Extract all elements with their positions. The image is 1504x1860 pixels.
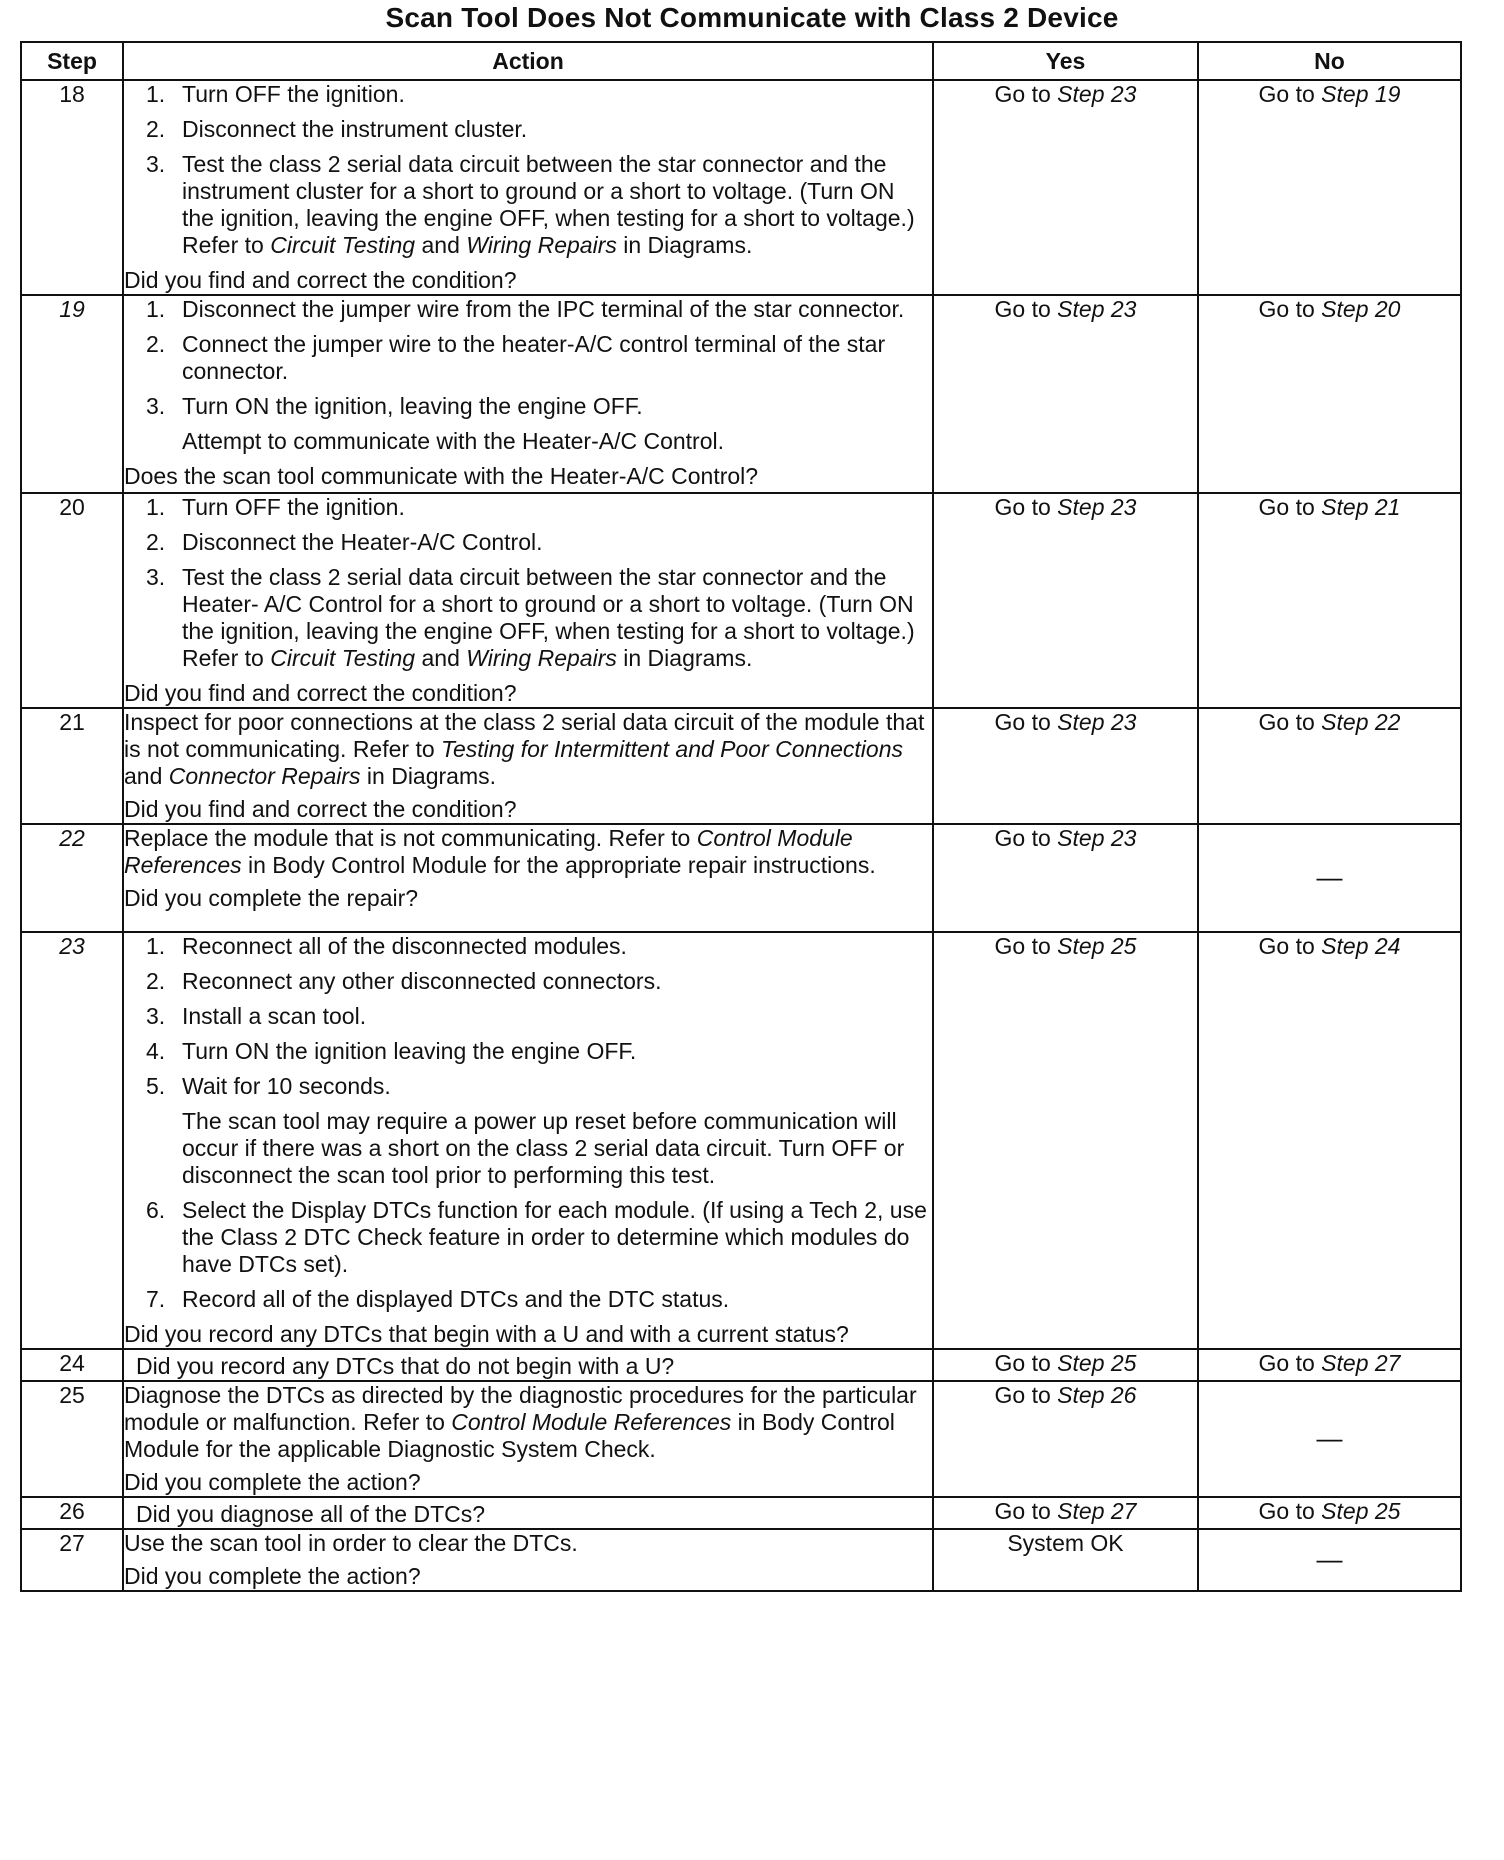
action-step-item <box>124 1038 932 1065</box>
table-row <box>21 295 1461 493</box>
action-steps-list <box>124 1197 932 1313</box>
action-step-text: Disconnect the instrument cluster. <box>182 116 528 142</box>
action-steps-list <box>124 933 932 1100</box>
action-step-item <box>124 494 932 521</box>
action-step-item <box>124 564 932 672</box>
action-step-text: Turn ON the ignition, leaving the engine OFF. <box>182 393 643 419</box>
action-step-text: Turn OFF the ignition. <box>182 494 405 520</box>
action-step-text: Reconnect any other disconnected connectors. <box>182 968 662 994</box>
step-number: 22 <box>21 824 123 932</box>
action-cell <box>123 824 933 932</box>
procedure-table <box>20 41 1462 1592</box>
header-step: Step <box>21 42 123 80</box>
action-step-item <box>124 968 932 995</box>
no-cell: Go to Step 20 <box>1198 295 1461 493</box>
action-text: Replace the module that is not communicating. Refer to Control Module References in Body Control Module for the appropriate repair instructions. <box>124 825 876 878</box>
action-step-text: Turn OFF the ignition. <box>182 81 405 107</box>
action-step-number: 3. <box>146 151 166 177</box>
action-step-number: 2. <box>146 116 166 142</box>
table-row <box>21 824 1461 932</box>
table-row <box>21 1381 1461 1497</box>
no-cell: Go to Step 22 <box>1198 708 1461 824</box>
step-number: 27 <box>21 1529 123 1591</box>
action-question: Did you complete the action? <box>124 1563 421 1589</box>
header-yes: Yes <box>933 42 1198 80</box>
action-step-text: Disconnect the Heater-A/C Control. <box>182 529 543 555</box>
action-question: Did you complete the repair? <box>124 885 419 911</box>
table-row <box>21 80 1461 295</box>
action-step-item <box>124 151 932 259</box>
action-step-number: 5. <box>146 1073 166 1099</box>
action-step-item <box>124 529 932 556</box>
header-action: Action <box>123 42 933 80</box>
action-step-text: Select the Display DTCs function for each module. (If using a Tech 2, use the Class 2 DTC Check feature in order to determine which modules do have DTCs set). <box>182 1197 927 1277</box>
action-step-number: 1. <box>146 933 166 959</box>
action-step-text: Connect the jumper wire to the heater-A/C control terminal of the star connector. <box>182 331 886 384</box>
action-question: Did you find and correct the condition? <box>124 267 517 293</box>
action-step-text: Wait for 10 seconds. <box>182 1073 391 1099</box>
action-question: Did you record any DTCs that begin with a U and with a current status? <box>124 1321 849 1347</box>
action-text: Use the scan tool in order to clear the DTCs. <box>124 1530 578 1556</box>
yes-cell: Go to Step 27 <box>933 1497 1198 1529</box>
action-step-number: 3. <box>146 564 166 590</box>
action-cell <box>123 80 933 295</box>
yes-cell: Go to Step 23 <box>933 708 1198 824</box>
action-question: Did you record any DTCs that do not begin with a U? <box>136 1353 675 1379</box>
table-row <box>21 708 1461 824</box>
action-cell <box>123 1349 933 1381</box>
step-number: 24 <box>21 1349 123 1381</box>
no-cell: Go to Step 19 <box>1198 80 1461 295</box>
step-number: 18 <box>21 80 123 295</box>
action-step-item <box>124 331 932 385</box>
action-text: Diagnose the DTCs as directed by the diagnostic procedures for the particular module or malfunction. Refer to Control Module References in Body Control Module for the applicable Diagnostic System Check. <box>124 1382 917 1462</box>
action-step-number: 7. <box>146 1286 166 1312</box>
action-step-number: 6. <box>146 1197 166 1223</box>
action-text: Inspect for poor connections at the class 2 serial data circuit of the module that is not communicating. Refer to Testing for Intermittent and Poor Connections and Connector Repairs in Diagrams. <box>124 709 925 789</box>
action-step-item <box>124 296 932 323</box>
yes-cell: System OK <box>933 1529 1198 1591</box>
action-steps-list <box>124 81 932 259</box>
no-cell: — <box>1198 824 1461 932</box>
action-step-text: Disconnect the jumper wire from the IPC terminal of the star connector. <box>182 296 905 322</box>
action-step-number: 1. <box>146 494 166 520</box>
action-step-text: Reconnect all of the disconnected modules. <box>182 933 627 959</box>
table-row <box>21 932 1461 1349</box>
table-body <box>21 80 1461 1591</box>
yes-cell: Go to Step 23 <box>933 493 1198 708</box>
action-step-item <box>124 81 932 108</box>
action-cell <box>123 295 933 493</box>
step-number: 26 <box>21 1497 123 1529</box>
action-step-item <box>124 1197 932 1278</box>
action-steps-list <box>124 296 932 420</box>
action-step-text: Install a scan tool. <box>182 1003 367 1029</box>
action-question: Did you diagnose all of the DTCs? <box>136 1501 486 1527</box>
no-cell: Go to Step 21 <box>1198 493 1461 708</box>
step-number: 25 <box>21 1381 123 1497</box>
yes-cell: Go to Step 25 <box>933 932 1198 1349</box>
no-cell: Go to Step 25 <box>1198 1497 1461 1529</box>
action-step-item <box>124 116 932 143</box>
action-cell <box>123 1381 933 1497</box>
step-number: 21 <box>21 708 123 824</box>
action-question: Did you find and correct the condition? <box>124 680 517 706</box>
table-row <box>21 1497 1461 1529</box>
action-question: Did you complete the action? <box>124 1469 421 1495</box>
action-step-text: Test the class 2 serial data circuit between the star connector and the Heater- A/C Control for a short to ground or a short to voltage. (Turn ON the ignition, leaving the engine OFF, when testing for a short to voltage.) Refer to Circuit Testing and Wiring Repairs in Diagrams. <box>182 564 915 671</box>
action-step-item <box>124 1286 932 1313</box>
no-cell: Go to Step 24 <box>1198 932 1461 1349</box>
action-cell <box>123 708 933 824</box>
step-number: 20 <box>21 493 123 708</box>
procedure-table-wrap <box>20 41 1460 1592</box>
table-row <box>21 1529 1461 1591</box>
action-step-item <box>124 1073 932 1100</box>
action-step-item <box>124 933 932 960</box>
action-step-number: 3. <box>146 1003 166 1029</box>
action-note: The scan tool may require a power up reset before communication will occur if there was a short on the class 2 serial data circuit. Turn OFF or disconnect the scan tool prior to performing this test. <box>182 1108 905 1188</box>
table-header-row <box>21 42 1461 80</box>
action-cell <box>123 1497 933 1529</box>
action-cell <box>123 1529 933 1591</box>
action-step-number: 3. <box>146 393 166 419</box>
yes-cell: Go to Step 23 <box>933 80 1198 295</box>
action-step-number: 2. <box>146 529 166 555</box>
action-step-text: Test the class 2 serial data circuit between the star connector and the instrument cluster for a short to ground or a short to voltage. (Turn ON the ignition, leaving the engine OFF, when testing for a short to voltage.) Refer to Circuit Testing and Wiring Repairs in Diagrams. <box>182 151 915 258</box>
action-step-item <box>124 1003 932 1030</box>
action-step-number: 4. <box>146 1038 166 1064</box>
action-note: Attempt to communicate with the Heater-A/C Control. <box>182 428 724 454</box>
page-title: Scan Tool Does Not Communicate with Class 2 Device <box>385 2 1119 33</box>
action-step-number: 1. <box>146 81 166 107</box>
no-cell: Go to Step 27 <box>1198 1349 1461 1381</box>
no-cell: — <box>1198 1381 1461 1497</box>
yes-cell: Go to Step 23 <box>933 295 1198 493</box>
no-cell: — <box>1198 1529 1461 1591</box>
action-steps-list <box>124 494 932 672</box>
step-number: 19 <box>21 295 123 493</box>
action-step-text: Record all of the displayed DTCs and the DTC status. <box>182 1286 730 1312</box>
table-row <box>21 1349 1461 1381</box>
action-cell <box>123 932 933 1349</box>
yes-cell: Go to Step 26 <box>933 1381 1198 1497</box>
header-no: No <box>1198 42 1461 80</box>
action-cell <box>123 493 933 708</box>
action-step-item <box>124 393 932 420</box>
action-step-number: 1. <box>146 296 166 322</box>
action-question: Did you find and correct the condition? <box>124 796 517 822</box>
yes-cell: Go to Step 25 <box>933 1349 1198 1381</box>
action-step-number: 2. <box>146 331 166 357</box>
yes-cell: Go to Step 23 <box>933 824 1198 932</box>
table-row <box>21 493 1461 708</box>
step-number: 23 <box>21 932 123 1349</box>
action-question: Does the scan tool communicate with the Heater-A/C Control? <box>124 463 759 489</box>
action-step-text: Turn ON the ignition leaving the engine OFF. <box>182 1038 637 1064</box>
action-step-number: 2. <box>146 968 166 994</box>
